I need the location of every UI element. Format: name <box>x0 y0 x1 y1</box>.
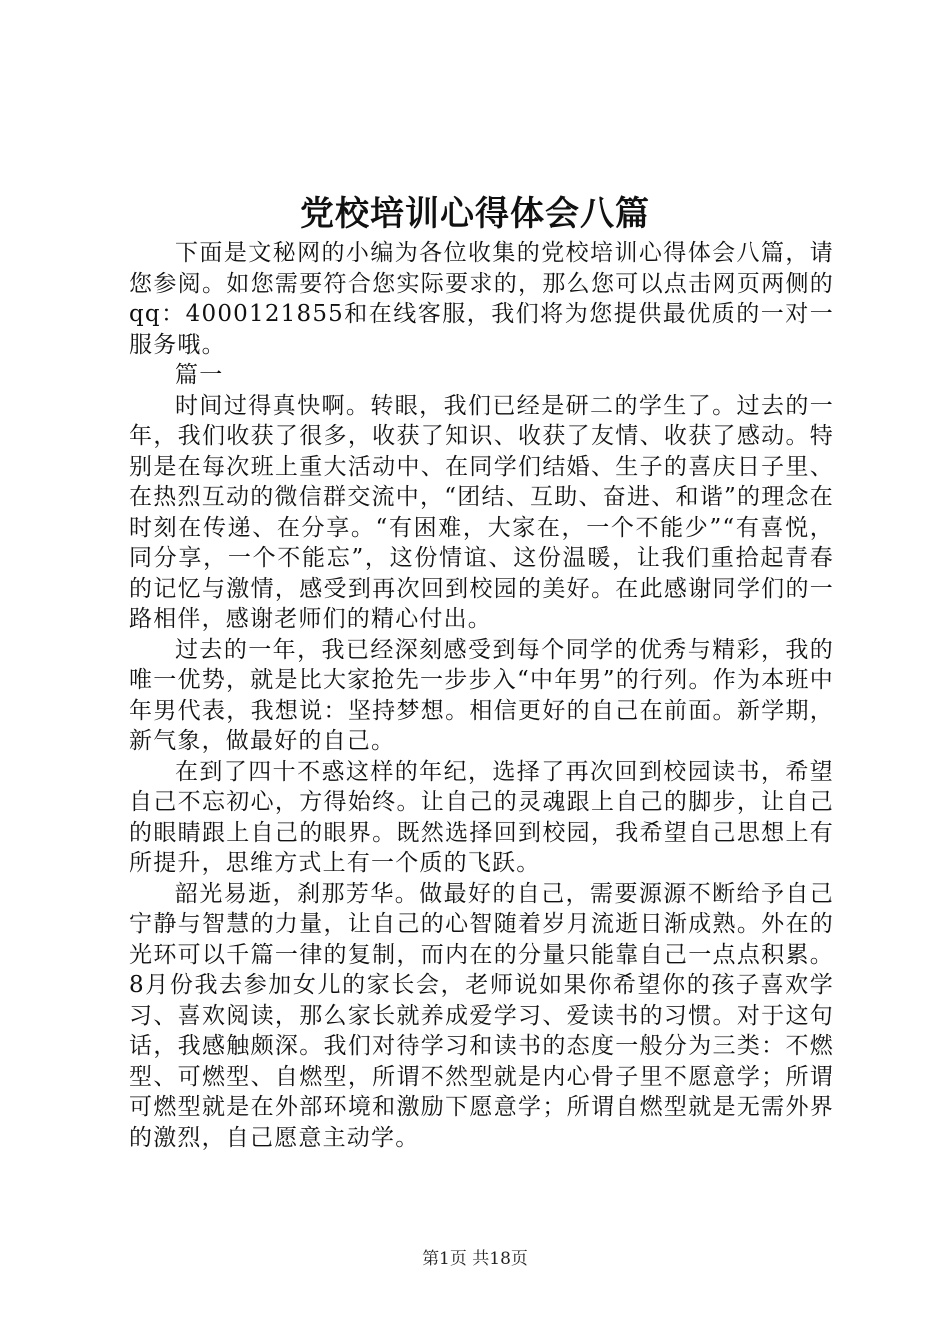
document-title: 党校培训心得体会八篇 <box>300 194 650 234</box>
page-number-footer: 第1页 共18页 <box>422 1249 528 1269</box>
document-body <box>129 238 834 1153</box>
intro-paragraph: 下面是文秘网的小编为各位收集的党校培训心得体会八篇，请您参阅。如您需要符合您实际要求的，那么您可以点击网页两侧的qq：4000121855和在线客服，我们将为您提供最优质的一对一服务哦。 <box>129 240 834 358</box>
body-paragraph: 在到了四十不惑这样的年纪，选择了再次回到校园读书，希望自己不忘初心，方得始终。让自己的灵魂跟上自己的脚步，让自己的眼睛跟上自己的眼界。既然选择回到校园，我希望自己思想上有所提升，思维方式上有一个质的飞跃。 <box>129 758 834 876</box>
body-paragraph: 过去的一年，我已经深刻感受到每个同学的优秀与精彩，我的唯一优势，就是比大家抢先一步步入“中年男”的行列。作为本班中年男代表，我想说：坚持梦想。相信更好的自己在前面。新学期，新气象，做最好的自己。 <box>129 636 834 754</box>
section-heading: 篇一 <box>175 362 224 388</box>
body-paragraph: 时间过得真快啊。转眼，我们已经是研二的学生了。过去的一年，我们收获了很多，收获了知识、收获了友情、收获了感动。特别是在每次班上重大活动中、在同学们结婚、生子的喜庆日子里、在热烈互动的微信群交流中，“团结、互助、奋进、和谐”的理念在时刻在传递、在分享。“有困难，大家在，一个不能少”“有喜悦，同分享，一个不能忘”，这份情谊、这份温暖，让我们重拾起青春的记忆与激情，感受到再次回到校园的美好。在此感谢同学们的一路相伴，感谢老师们的精心付出。 <box>129 392 834 632</box>
body-paragraph: 韶光易逝，刹那芳华。做最好的自己，需要源源不断给予自己宁静与智慧的力量，让自己的心智随着岁月流逝日渐成熟。外在的光环可以千篇一律的复制，而内在的分量只能靠自己一点点积累。8月份我去参加女儿的家长会，老师说如果你希望你的孩子喜欢学习、喜欢阅读，那么家长就养成爱学习、爱读书的习惯。对于这句话，我感触颇深。我们对待学习和读书的态度一般分为三类：不燃型、可燃型、自燃型，所谓不然型就是内心骨子里不愿意学；所谓可燃型就是在外部环境和激励下愿意学；所谓自燃型就是无需外界的激烈，自己愿意主动学。 <box>129 880 834 1151</box>
